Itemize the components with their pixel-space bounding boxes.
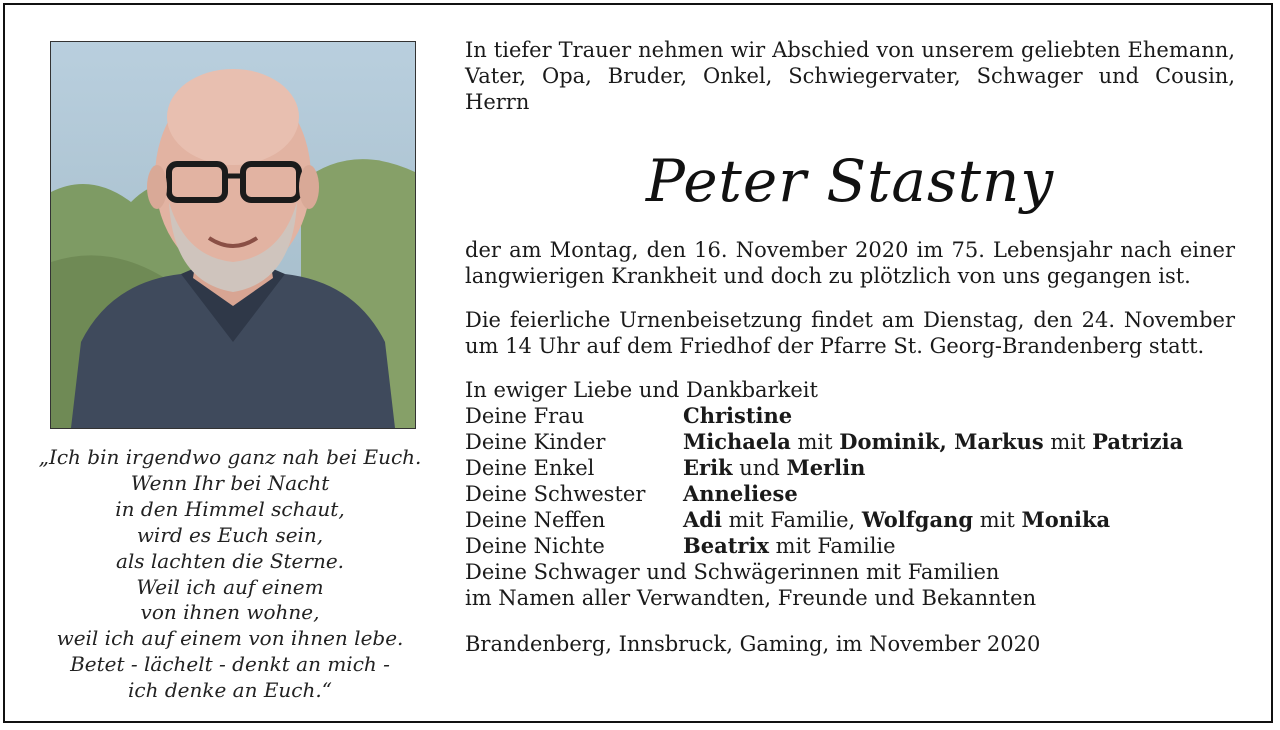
mourner-names — [683, 507, 1110, 533]
mourner-connector: mit — [973, 508, 1022, 532]
mourner-name: Wolfgang — [861, 507, 974, 532]
mourners-extra-line: im Namen aller Verwandten, Freunde und Bekannten — [465, 586, 1037, 610]
mourner-name: Beatrix — [683, 533, 769, 558]
mourner-names — [683, 403, 792, 429]
death-paragraph: der am Montag, den 16. November 2020 im 75. Lebensjahr nach einer langwierigen Krankheit und doch zu plötzlich von uns gegangen ist. — [465, 238, 1235, 288]
mourner-connector: mit — [1043, 430, 1093, 454]
mourner-row — [465, 455, 1235, 481]
mourner-role: Deine Nichte — [465, 534, 605, 558]
portrait-illustration — [51, 42, 415, 428]
mourner-names — [683, 455, 865, 481]
mourner-role: Deine Schwester — [465, 482, 646, 506]
mourner-name: Monika — [1021, 507, 1111, 532]
quote-line: wird es Euch sein, — [136, 522, 324, 547]
deceased-name: Peter Stastny — [645, 147, 1055, 215]
mourner-name: Erik — [683, 455, 733, 480]
mourner-row — [465, 507, 1235, 533]
mourner-connector: mit — [790, 430, 840, 454]
mourner-name: Christine — [683, 403, 793, 428]
mourner-connector: mit Familie — [768, 534, 896, 558]
quote-line: Wenn Ihr bei Nacht — [130, 470, 330, 495]
mourner-name: Adi — [683, 507, 722, 532]
quote-line: weil ich auf einem von ihnen lebe. — [56, 626, 404, 651]
mourner-row — [465, 403, 1235, 429]
mourner-name: Michaela — [683, 429, 791, 454]
mourners-extra-line: Deine Schwager und Schwägerinnen mit Familien — [465, 560, 1000, 584]
mourner-name: Patrizia — [1092, 429, 1184, 454]
mourner-row — [465, 533, 1235, 559]
mourner-names — [683, 481, 798, 507]
intro-paragraph: In tiefer Trauer nehmen wir Abschied von unserem geliebten Ehemann, Vater, Opa, Bruder, Onkel, Schwiegervater, Schwager und Cousin, Herrn — [465, 38, 1235, 114]
mourner-name: Dominik, Markus — [839, 429, 1044, 454]
mourner-row — [465, 429, 1235, 455]
mourners-heading: In ewiger Liebe und Dankbarkeit — [465, 378, 818, 402]
memorial-quote — [15, 445, 445, 704]
quote-line: in den Himmel schaut, — [115, 496, 345, 521]
mourner-connector: und — [732, 456, 787, 480]
mourner-row — [465, 481, 1235, 507]
quote-line: ich denke an Euch.“ — [128, 678, 332, 703]
quote-line: Weil ich auf einem — [136, 574, 324, 599]
mourners-list — [465, 377, 1235, 611]
mourner-role: Deine Neffen — [465, 508, 606, 532]
quote-line: als lachten die Sterne. — [115, 548, 345, 573]
mourner-connector: mit Familie, — [721, 508, 862, 532]
mourner-role: Deine Kinder — [465, 430, 606, 454]
mourner-names — [683, 533, 896, 559]
funeral-paragraph: Die feierliche Urnenbeisetzung findet am Dienstag, den 24. November um 14 Uhr auf dem Friedhof der Pfarre St. Georg-Brandenberg statt. — [465, 308, 1235, 358]
mourner-names — [683, 429, 1183, 455]
quote-line: von ihnen wohne, — [140, 600, 320, 625]
mourner-name: Merlin — [786, 455, 866, 480]
mourner-name: Anneliese — [683, 481, 798, 506]
mourner-role: Deine Enkel — [465, 456, 595, 480]
closing-line: Brandenberg, Innsbruck, Gaming, im November 2020 — [465, 632, 1041, 656]
mourner-role: Deine Frau — [465, 404, 585, 428]
obituary-text — [465, 37, 1235, 657]
obituary-card — [3, 3, 1273, 723]
portrait-photo — [50, 41, 416, 429]
quote-line: Betet - lächelt - denkt an mich - — [70, 652, 390, 677]
quote-line: „Ich bin irgendwo ganz nah bei Euch. — [38, 445, 422, 469]
